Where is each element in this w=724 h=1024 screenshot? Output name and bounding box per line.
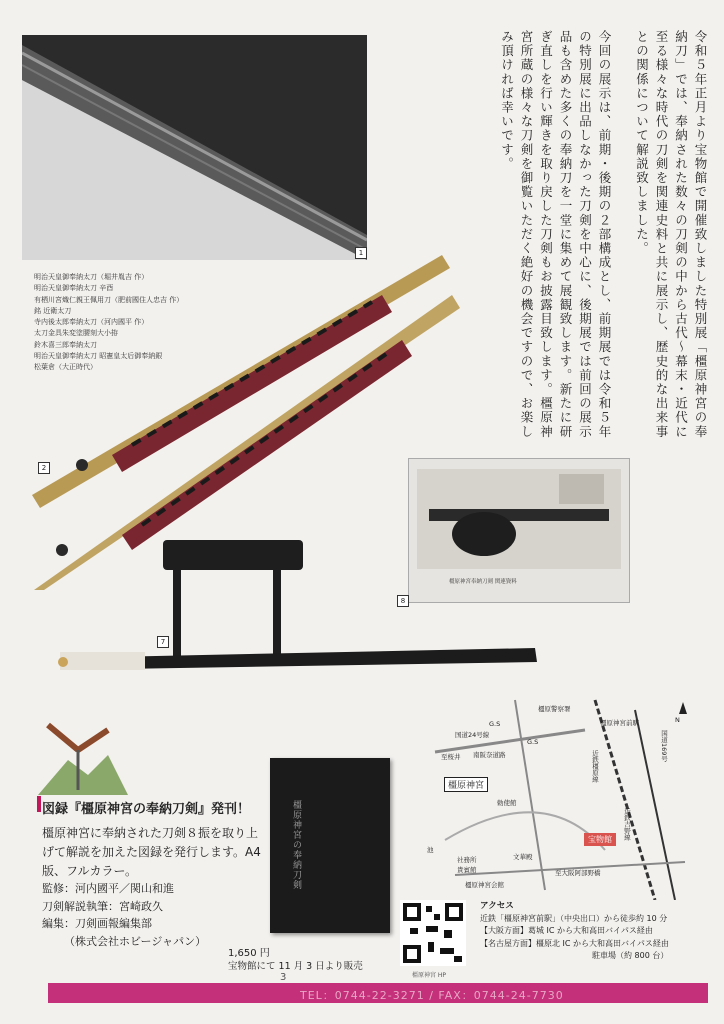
intro-paragraph-1: 令和５年正月より宝物館で開催致しました特別展「橿原神宮の奉納刀」では、奉納された数々の刀剣の中から古代〜幕末・近代に至る様々な時代の刀剣を関連史料と共に展示し、歴史的な出来事との関係について解説致しました。	[634, 30, 708, 439]
access-map	[425, 690, 700, 900]
caption-line: 明治天皇御奉納太刀 昭憲皇太后御奉納銀	[34, 352, 163, 361]
map-label: 南阪奈道路	[473, 751, 506, 759]
photo-badge-1: 1	[355, 247, 367, 259]
credit-line: 監修：河内國平／関山和進	[42, 882, 174, 895]
caption-line: 銘 近衛太刀	[34, 306, 72, 315]
caption-line: 寺内後太郎奉納太刀（河内國平 作）	[34, 318, 149, 327]
publisher-line: （株式会社ホビージャパン）	[64, 934, 207, 948]
access-line: 【大阪方面】葛城 IC から大和高田バイパス経由	[480, 926, 653, 935]
map-treasure-label: 宝物館	[584, 833, 616, 846]
map-label: G.S	[527, 738, 539, 746]
map-label: 橿原警察署	[538, 705, 571, 713]
map-label: 文華殿	[513, 853, 533, 861]
windmill-decoration-icon	[38, 720, 128, 795]
promo-accent-bar	[37, 796, 41, 812]
access-line: 近鉄「橿原神宮前駅」（中央出口）から徒歩約 10 分	[480, 913, 668, 923]
photo-badge-2: 2	[38, 462, 50, 474]
book-price: 1,650 円	[228, 948, 270, 959]
footer-contact: TEL：0744-22-3271 / FAX：0744-24-7730	[300, 989, 564, 1002]
map-label: 橿原神宮前駅	[600, 719, 639, 727]
blade-closeup-photo	[22, 35, 367, 260]
map-label: 国道169号	[660, 730, 668, 762]
north-icon: N	[675, 716, 680, 724]
book-heading: 図録『橿原神宮の奉納刀剣』発刊！	[42, 802, 251, 817]
caption-line: 有栖川宮熾仁親王佩用刀（肥前國住人忠吉 作）	[34, 295, 184, 304]
book-cover-title: 橿原神宮の奉納刀剣	[291, 800, 301, 890]
caption-line: 太刀金具朱変塗腰刻大小拵	[34, 329, 118, 338]
access-line: 【名古屋方面】橿原北 IC から大和高田バイパス経由	[480, 938, 669, 948]
caption-line: 明治天皇御奉納太刀（堀井胤吉 作）	[34, 273, 149, 281]
military-sword-illustration	[55, 540, 545, 680]
qr-code-icon[interactable]	[400, 900, 466, 966]
map-label: 勅使館	[497, 799, 517, 807]
photo-badge-7: 7	[157, 636, 169, 648]
credit-line: 刀剣解説執筆：宮崎政久	[42, 899, 163, 913]
caption-line: 松葉倉（大正時代）	[34, 363, 97, 372]
map-label: 社務所	[457, 856, 477, 864]
map-shrine-label: 橿原神宮	[444, 777, 488, 792]
access-info	[480, 900, 710, 963]
archive-photo-caption: 橿原神宮奉納刀剣 関連資料	[449, 579, 517, 585]
intro-text	[440, 30, 710, 450]
access-line: 駐車場（約 800 台）	[592, 951, 669, 960]
map-label: 国道24号線	[455, 731, 490, 739]
intro-paragraph-2: 今回の展示は、前期・後期の２部構成とし、前期展では令和５年の特別展に出品しなかった刀剣を中心に、後期展では前回の展示品も含めた多くの奉納刀を一堂に集めて展観致します。新たに研ぎ直しを行い輝きを取り戻した刀剣もお披露目致します。橿原神宮所蔵の様々な刀剣を御覧いただく絶好の機会ですので、お楽しみ頂ければ幸いです。	[499, 30, 612, 439]
access-heading: アクセス	[480, 901, 514, 911]
map-label: 至桜井	[441, 753, 461, 761]
photo-badge-8: 8	[397, 595, 409, 607]
map-label: 至大阪阿部野橋	[555, 869, 601, 877]
book-cover	[270, 758, 390, 933]
map-label: 近鉄吉野線	[623, 808, 631, 841]
caption-line: 鈴木喜三郎奉納太刀	[34, 340, 97, 349]
ornate-swords-illustration	[22, 250, 462, 590]
credit-line: 編集：刀剣画報編集部	[42, 917, 152, 930]
map-label: 池	[427, 846, 434, 854]
caption-line: 明治天皇御奉納太刀 辛酉	[34, 284, 114, 293]
book-credits	[42, 880, 206, 950]
page-number: 3	[280, 972, 287, 983]
book-sale-note: 宝物館にて 11 月 3 日より販売	[228, 961, 363, 972]
map-label: G.S	[489, 720, 501, 728]
map-label: 貴賓館	[457, 866, 477, 874]
map-label: 橿原神宮会館	[465, 881, 504, 889]
book-description: 橿原神宮に奉納された刀剣８振を取り上げて解説を加えた図録を発行します。A4 版、フルカラー。	[42, 826, 261, 878]
qr-caption: 橿原神宮 HP	[412, 972, 447, 979]
map-label: 近鉄橿原線	[591, 750, 599, 783]
